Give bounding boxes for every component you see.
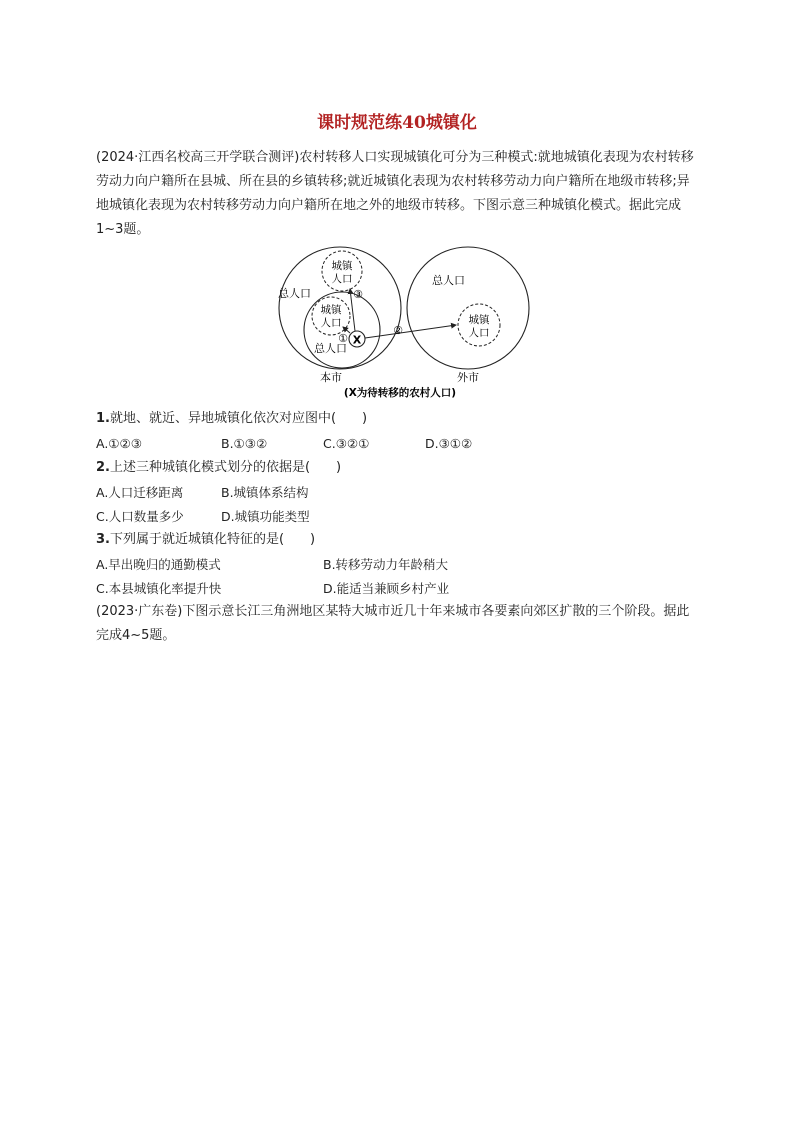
question-3-number: 3. bbox=[96, 532, 110, 547]
urbanization-diagram bbox=[260, 244, 540, 404]
question-1-stem: 就地、就近、异地城镇化依次对应图中( ) bbox=[109, 411, 368, 426]
marker-1: ① bbox=[338, 332, 348, 345]
q3-option-b: B.转移劳动力年龄稍大 bbox=[323, 557, 449, 572]
q1-option-a: A.①②③ bbox=[96, 436, 142, 451]
town-pop-inner-1: 城镇 bbox=[320, 304, 342, 316]
total-pop-inner: 总人口 bbox=[314, 342, 347, 355]
total-pop-left: 总人口 bbox=[278, 287, 311, 300]
other-city-label: 外市 bbox=[457, 371, 479, 384]
question-1-number: 1. bbox=[96, 411, 110, 426]
marker-3: ③ bbox=[353, 288, 363, 301]
town-pop-right-2: 人口 bbox=[468, 327, 490, 339]
marker-2: ② bbox=[393, 324, 403, 337]
town-pop-inner-2: 人口 bbox=[320, 317, 342, 329]
page-title: 课时规范练40城镇化 bbox=[317, 113, 477, 133]
total-pop-right: 总人口 bbox=[432, 274, 465, 287]
q2-option-c: C.人口数量多少 bbox=[96, 509, 184, 524]
x-label: X bbox=[352, 333, 362, 347]
q3-option-c: C.本县城镇化率提升快 bbox=[96, 581, 222, 596]
town-pop-right-1: 城镇 bbox=[468, 314, 490, 326]
intro-paragraph-1: (2024·江西名校高三开学联合测评)农村转移人口实现城镇化可分为三种模式:就地城镇化表现为农村转移劳动力向户籍所在县城、所在县的乡镇转移;就近城镇化表现为农村转移劳动力向户籍所在地级市转移;异地城镇化表现为农村转移劳动力向户籍所在地之外的地级市转移。下图示意三种城镇化模式。据此完成1~3题。 bbox=[96, 150, 694, 237]
q1-option-b: B.①③② bbox=[221, 436, 268, 451]
question-3 bbox=[96, 530, 315, 550]
q3-option-a: A.早出晚归的通勤模式 bbox=[96, 557, 221, 572]
question-2-stem: 上述三种城镇化模式划分的依据是( ) bbox=[109, 460, 342, 475]
q2-option-d: D.城镇功能类型 bbox=[221, 509, 310, 524]
question-3-stem: 下列属于就近城镇化特征的是( ) bbox=[109, 532, 316, 547]
town-pop-top-1: 城镇 bbox=[331, 260, 353, 272]
question-2-number: 2. bbox=[96, 460, 110, 475]
question-2 bbox=[96, 458, 341, 478]
county-circle bbox=[304, 292, 380, 368]
local-city-label: 本市 bbox=[320, 371, 342, 384]
figure-caption: (X为待转移的农村人口) bbox=[343, 387, 457, 399]
q1-option-d: D.③①② bbox=[425, 436, 473, 451]
q3-option-d: D.能适当兼顾乡村产业 bbox=[323, 581, 450, 596]
intro-paragraph-2: (2023·广东卷)下图示意长江三角洲地区某特大城市近几十年来城市各要素向郊区扩散的三个阶段。据此完成4~5题。 bbox=[96, 604, 690, 643]
q2-option-a: A.人口迁移距离 bbox=[96, 485, 184, 500]
q1-option-c: C.③②① bbox=[323, 436, 370, 451]
town-circle-inner bbox=[312, 297, 350, 335]
q2-option-b: B.城镇体系结构 bbox=[221, 485, 309, 500]
town-pop-top-2: 人口 bbox=[331, 273, 353, 285]
question-1 bbox=[96, 409, 367, 429]
other-city-circle bbox=[407, 247, 529, 369]
